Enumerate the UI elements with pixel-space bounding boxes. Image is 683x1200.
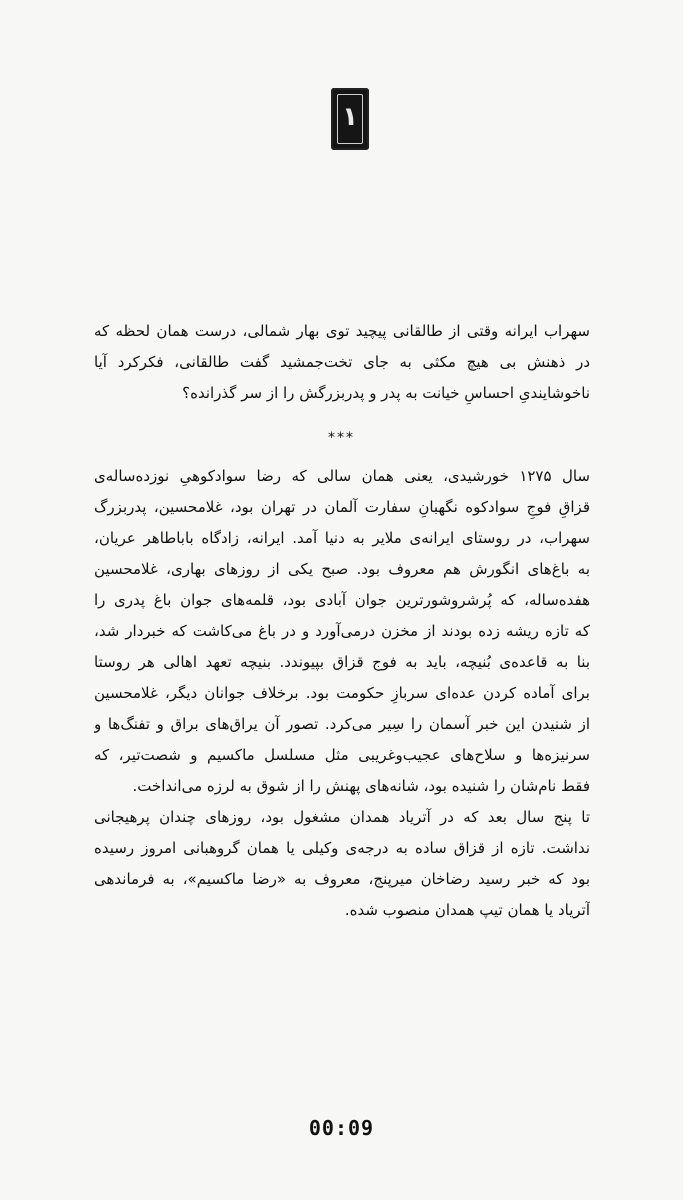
- text-line: بنا به قاعده‌ی بُنیچه، باید به فوج قزاق بپیوندد. بنیچه تعهد اهالی هر روستا: [94, 653, 590, 671]
- text-line: آتریاد یا همان تیپ همدان منصوب شده.: [344, 901, 590, 919]
- text-line: سال ۱۲۷۵ خورشیدی، یعنی همان سالی که رضا سوادکوهیِ نوزده‌ساله‌ی: [94, 467, 590, 485]
- text-line: ناخوشایندیِ احساسِ خیانت به پدر و پدربزرگش را از سر گذرانده؟: [182, 384, 590, 402]
- opening-paragraph: [94, 316, 590, 409]
- text-line: برای آماده کردن عده‌ای سربازِ حکومت بود. برخلاف جوانان دیگر، غلامحسین: [94, 684, 590, 702]
- page-number: 00:09: [308, 1116, 375, 1140]
- body-text: [94, 461, 590, 926]
- text-line: از شنیدن این خبر آسمان را سِیر می‌کرد. تصور آن یراق‌های براق و تفنگ‌ها و: [94, 715, 590, 733]
- text-line: سرنیزه‌ها و سلاح‌های عجیب‌وغریبی مثل مسلسل ماکسیم و شصت‌تیر، که: [94, 746, 590, 764]
- text-line: تا پنج سال بعد که در آتریاد همدان مشغول بود، روزهای چندان پرهیجانی: [94, 808, 590, 826]
- text-line: فقط نام‌شان را شنیده بود، شانه‌های پهنش را از شوق به لرزه می‌انداخت.: [132, 777, 590, 795]
- text-line: سهراب ایرانه وقتی از طالقانی پیچید توی بهار شمالی، درست همان لحظه که: [94, 322, 590, 340]
- chapter-number-ornament-icon: [331, 88, 369, 150]
- text-line: که تازه ریشه زده بودند از مخزن درمی‌آورد و در باغ می‌کاشت که خبردار شد،: [94, 622, 590, 640]
- text-line: سهراب، در روستای ایرانه‌ی ملایر به دنیا آمد. ایرانه، زادگاه باباطاهر عریان،: [94, 529, 590, 547]
- paragraph: [94, 461, 590, 802]
- section-separator: ***: [328, 430, 355, 446]
- text-line: بود که خبر رسید رضاخان میرپنج، معروف به «رضا ماکسیم»، به فرماندهی: [94, 870, 590, 888]
- text-line: به باغ‌های انگورش هم معروف بود. صبح یکی از روزهای بهاری، غلامحسین: [94, 560, 590, 578]
- chapter-number: ۱: [342, 102, 358, 132]
- text-line: هفده‌ساله، که پُرشروشورترین جوان آبادی بود، قلمه‌های جوان باغ پدری را: [94, 591, 590, 609]
- paragraph: [94, 802, 590, 926]
- text-line: در ذهنش بی هیچ مکثی به جای تخت‌جمشید گفت طالقانی، فکرکرد آیا: [94, 353, 590, 371]
- text-line: نداشت. تازه از قزاق ساده به درجه‌ی وکیلی یا همان گروهبانی امروز رسیده: [94, 839, 590, 857]
- text-line: قزاقِ فوجِ سوادکوه نگهبانِ سفارت آلمان در تهران بود، غلامحسین، پدربزرگ: [94, 498, 590, 516]
